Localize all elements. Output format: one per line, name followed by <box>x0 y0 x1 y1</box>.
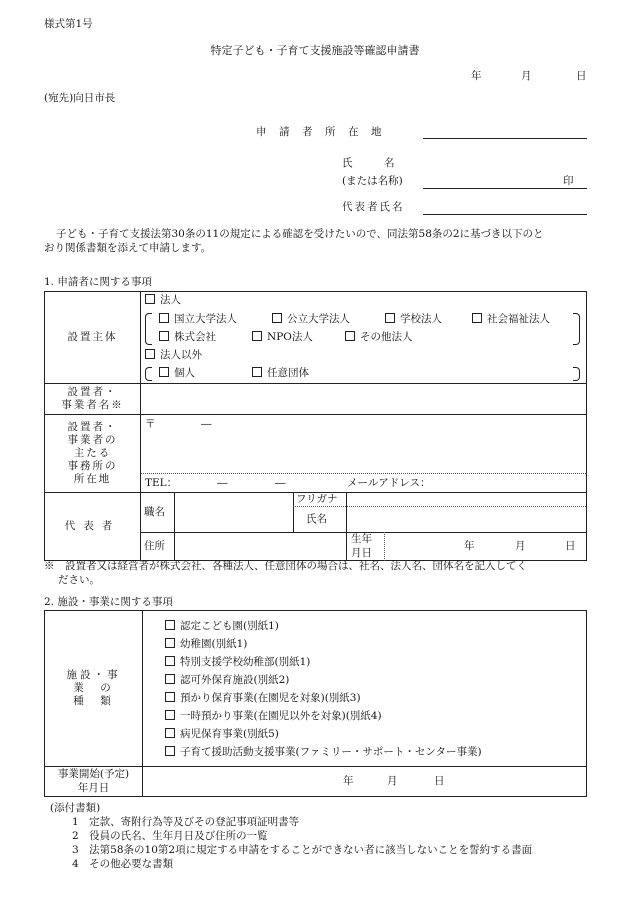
tel-label: TEL： <box>145 477 178 489</box>
checkbox-icon <box>159 367 169 377</box>
option-certified-kodomoen[interactable]: 認定こども園(別紙1) <box>165 617 586 635</box>
option-extended-care[interactable]: 預かり保育事業(在園児を対象)(別紙3) <box>165 689 586 707</box>
birth-year: 年 <box>464 540 475 552</box>
bracket-left-icon <box>145 367 152 381</box>
furigana-label: フリガナ <box>296 493 338 505</box>
applicant-name-sub-label: (または名称) <box>342 175 403 187</box>
establisher-label-cell: 設置主体 <box>45 292 141 384</box>
bracket-right-icon <box>573 367 580 381</box>
date-year: 年 <box>471 70 482 82</box>
note-line-1: ※ 設置者又は経営者が株式会社、各種法人、任意団体の場合は、社名、法人名、団体名を記入してく <box>44 560 527 572</box>
attachment-item-1: 1 定款、寄附行為等及びその登記事項証明書等 <box>72 816 300 828</box>
applicant-address-label: 申 請 者 所 在 地 <box>256 126 383 138</box>
applicant-address-line[interactable] <box>423 138 587 139</box>
applicant-table <box>44 291 587 561</box>
birth-label-1: 生年 <box>351 533 372 545</box>
tel-divider <box>141 473 586 474</box>
checkbox-icon <box>252 367 262 377</box>
furigana-divider <box>293 506 586 507</box>
checkbox-icon <box>165 674 175 684</box>
rep-address-label: 住所 <box>144 540 165 552</box>
check-welfare-corp[interactable]: 社会福祉法人 <box>472 313 550 326</box>
operator-name-label-cell: 設置者・ 事業者名※ <box>45 384 141 415</box>
facility-type-options <box>143 611 587 767</box>
check-npo[interactable]: NPO法人 <box>252 331 313 344</box>
start-date-label-cell: 事業開始(予定) 年月日 <box>45 767 143 797</box>
option-special-needs-kindergarten[interactable]: 特別支援学校幼稚部(別紙1) <box>165 653 586 671</box>
rep-divider <box>174 493 175 561</box>
birth-month: 月 <box>515 540 526 552</box>
applicant-name-label: 氏 名 <box>342 157 395 169</box>
option-sick-child-care[interactable]: 病児保育事業(別紙5) <box>165 725 586 743</box>
seal-mark: 印 <box>563 175 574 187</box>
office-address-field[interactable] <box>141 415 587 493</box>
checkbox-icon <box>165 620 175 630</box>
checkbox-icon <box>472 313 482 323</box>
bracket-right-icon <box>573 313 580 345</box>
option-temporary-care[interactable]: 一時預かり事業(在園児以外を対象)(別紙4) <box>165 707 586 725</box>
start-date-field[interactable] <box>143 767 587 797</box>
check-stock-company[interactable]: 株式会社 <box>159 331 216 344</box>
checkbox-icon <box>159 313 169 323</box>
applicant-rep-line[interactable] <box>423 214 587 215</box>
addressee: (宛先)向日市長 <box>44 92 116 104</box>
check-corp[interactable]: 法人 <box>145 294 181 307</box>
checkbox-icon <box>385 313 395 323</box>
option-family-support[interactable]: 子育て援助活動支援事業(ファミリー・サポート・センター事業) <box>165 743 586 761</box>
date-month: 月 <box>521 70 532 82</box>
form-number: 様式第1号 <box>44 18 93 30</box>
postal-dash: ― <box>201 418 212 430</box>
representative-cell <box>141 493 587 561</box>
applicant-name-line[interactable] <box>423 188 587 189</box>
checkbox-icon <box>145 294 155 304</box>
checkbox-icon <box>165 728 175 738</box>
checkbox-icon <box>165 638 175 648</box>
check-voluntary-group[interactable]: 任意団体 <box>252 367 309 380</box>
checkbox-icon <box>345 331 355 341</box>
birth-divider <box>384 532 385 561</box>
birth-label-2: 月日 <box>351 547 372 559</box>
checkbox-icon <box>165 710 175 720</box>
job-title-label: 職名 <box>144 506 165 518</box>
intro-line-2: おり関係書類を添えて申請します。 <box>44 242 212 254</box>
operator-name-field[interactable] <box>141 384 587 415</box>
check-non-corp[interactable]: 法人以外 <box>145 349 202 362</box>
attachments-heading: (添付書類) <box>50 802 101 814</box>
checkbox-icon <box>165 656 175 666</box>
checkbox-icon <box>252 331 262 341</box>
attachment-item-2: 2 役員の氏名、生年月日及び住所の一覧 <box>72 830 268 842</box>
check-school-corp[interactable]: 学校法人 <box>385 313 442 326</box>
start-month: 月 <box>387 775 398 787</box>
start-year: 年 <box>343 775 354 787</box>
start-day: 日 <box>434 775 445 787</box>
postal-mark: 〒 <box>145 418 156 430</box>
rep-name-label: 氏名 <box>306 513 327 525</box>
checkbox-icon <box>165 692 175 702</box>
check-other-corp[interactable]: その他法人 <box>345 331 413 344</box>
attachment-item-4: 4 その他必要な書類 <box>72 858 174 870</box>
option-kindergarten[interactable]: 幼稚園(別紙1) <box>165 635 586 653</box>
check-public-univ[interactable]: 公立大学法人 <box>272 313 350 326</box>
intro-line-1: 子ども・子育て支援法第30条の11の規定による確認を受けたいので、同法第58条の2に基づき以下のと <box>56 228 544 240</box>
rep-divider <box>293 493 294 532</box>
option-unlicensed-nursery[interactable]: 認可外保育施設(別紙2) <box>165 671 586 689</box>
facility-table <box>44 610 587 797</box>
representative-label-cell: 代表者 <box>45 493 141 561</box>
date-day: 日 <box>576 70 587 82</box>
establisher-cell <box>141 292 587 384</box>
bracket-left-icon <box>145 313 152 345</box>
page-title: 特定子ども・子育て支援施設等確認申請書 <box>210 44 420 57</box>
checkbox-icon <box>145 349 155 359</box>
rep-divider <box>346 493 347 561</box>
office-label-cell: 設置者・ 事業者の 主たる 事務所の 所在地 <box>45 415 141 493</box>
facility-type-label-cell: 施設・事 業 の 種 類 <box>45 611 143 767</box>
applicant-rep-label: 代表者氏名 <box>342 201 405 213</box>
birth-day: 日 <box>565 540 576 552</box>
tel-dash-1: ― <box>217 477 228 489</box>
checkbox-icon <box>272 313 282 323</box>
check-individual[interactable]: 個人 <box>159 367 195 380</box>
checkbox-icon <box>159 331 169 341</box>
section2-heading: 2. 施設・事業に関する事項 <box>44 596 173 608</box>
attachment-item-3: 3 法第58条の10第2項に規定する申請をすることができない者に該当しないことを誓約する書面 <box>72 844 533 856</box>
note-line-2: ださい。 <box>58 574 100 586</box>
checkbox-icon <box>165 746 175 756</box>
check-national-univ[interactable]: 国立大学法人 <box>159 313 237 326</box>
email-label: メールアドレス： <box>347 477 431 489</box>
section1-heading: 1. 申請者に関する事項 <box>44 276 152 288</box>
tel-dash-2: ― <box>275 477 286 489</box>
